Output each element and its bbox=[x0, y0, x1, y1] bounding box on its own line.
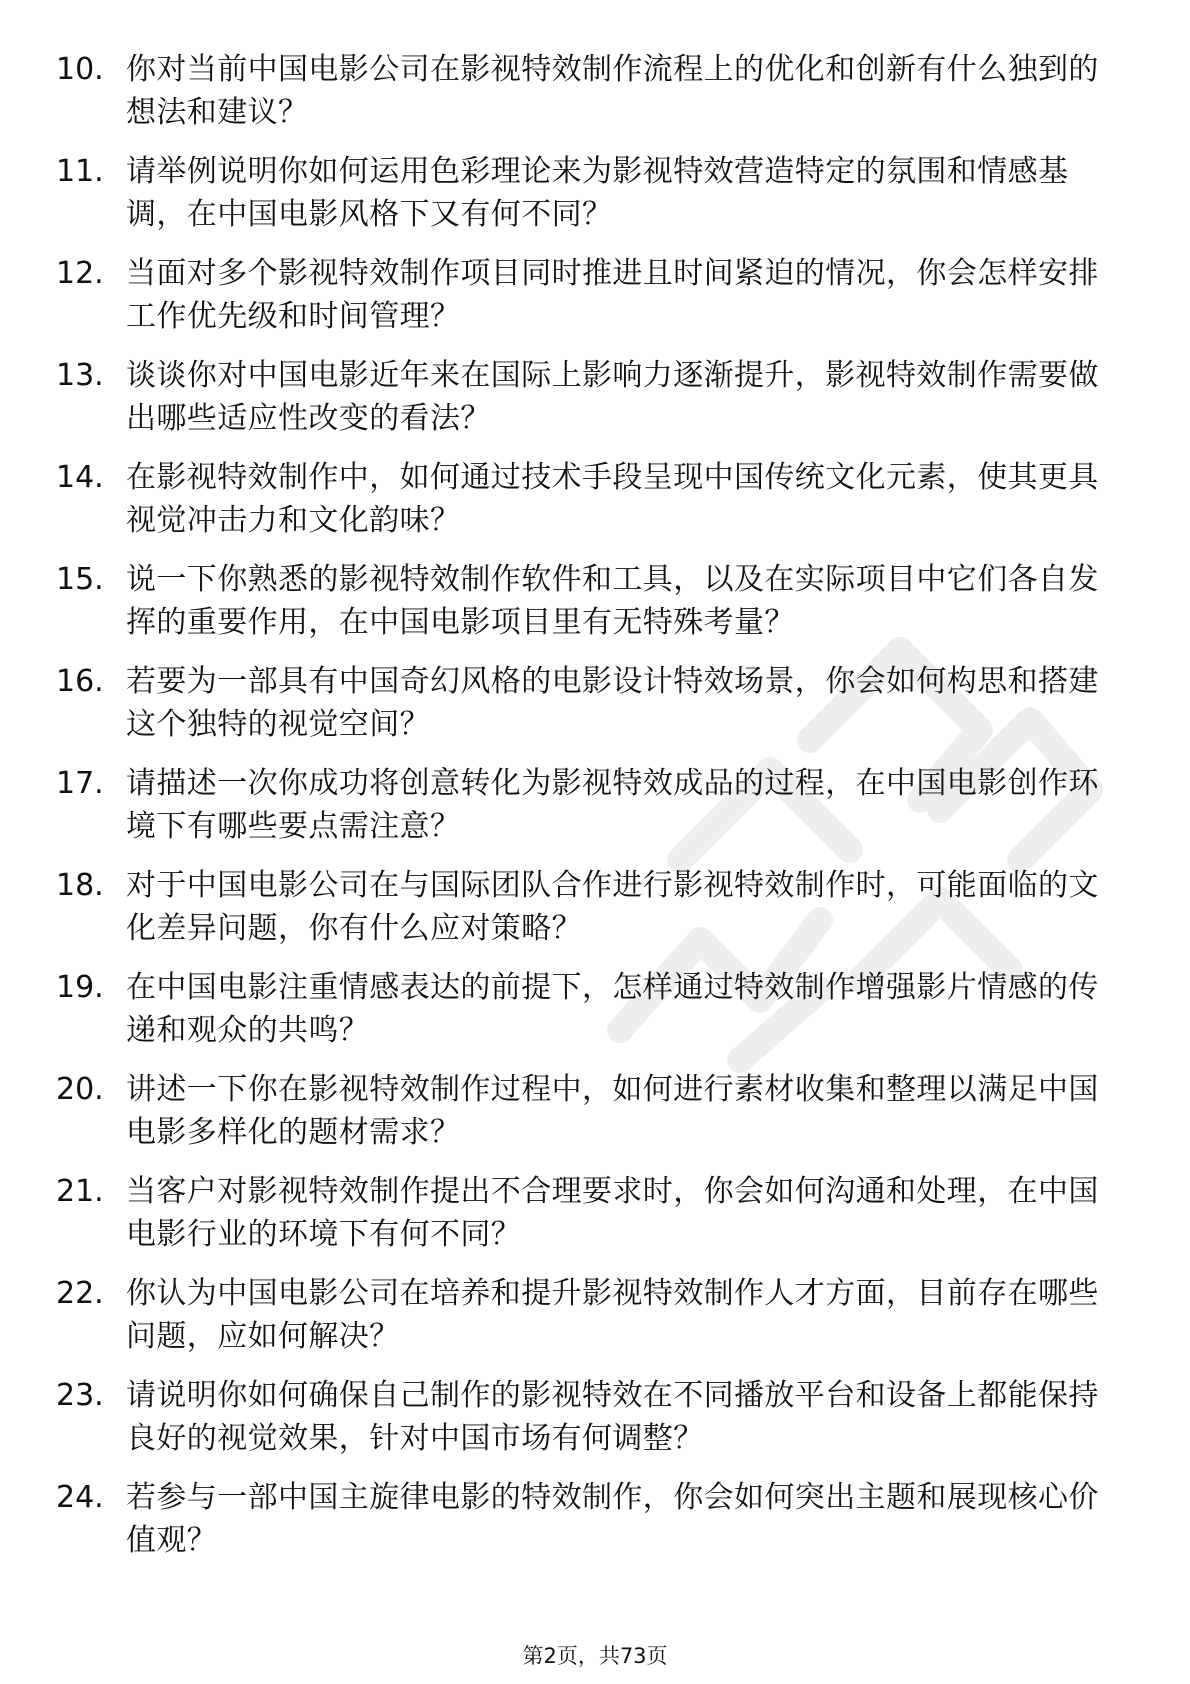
question-text: 请描述一次你成功将创意转化为影视特效成品的过程，在中国电影创作环境下有哪些要点需注意？ bbox=[126, 766, 1099, 844]
question-text: 若要为一部具有中国奇幻风格的电影设计特效场景，你会如何构思和搭建这个独特的视觉空间？ bbox=[126, 664, 1099, 742]
question-item bbox=[56, 252, 1116, 354]
question-item bbox=[56, 1476, 1116, 1578]
question-text: 当客户对影视特效制作提出不合理要求时，你会如何沟通和处理，在中国电影行业的环境下有何不同？ bbox=[126, 1174, 1099, 1252]
question-number: 15. bbox=[56, 562, 104, 597]
question-item bbox=[56, 150, 1116, 252]
question-text: 讲述一下你在影视特效制作过程中，如何进行素材收集和整理以满足中国电影多样化的题材需求？ bbox=[126, 1072, 1099, 1150]
question-number: 22. bbox=[56, 1276, 104, 1311]
question-number: 16. bbox=[56, 664, 104, 699]
question-number: 13. bbox=[56, 358, 104, 393]
question-number: 18. bbox=[56, 868, 104, 903]
question-number: 17. bbox=[56, 766, 104, 801]
question-text: 在影视特效制作中，如何通过技术手段呈现中国传统文化元素，使其更具视觉冲击力和文化韵味？ bbox=[126, 460, 1099, 538]
question-number: 23. bbox=[56, 1378, 104, 1413]
question-text: 请举例说明你如何运用色彩理论来为影视特效营造特定的氛围和情感基调，在中国电影风格下又有何不同？ bbox=[126, 154, 1069, 232]
question-text: 若参与一部中国主旋律电影的特效制作，你会如何突出主题和展现核心价值观？ bbox=[126, 1480, 1099, 1558]
question-item bbox=[56, 1068, 1116, 1170]
question-list bbox=[56, 48, 1116, 1578]
question-item bbox=[56, 864, 1116, 966]
question-number: 14. bbox=[56, 460, 104, 495]
question-item bbox=[56, 456, 1116, 558]
question-text: 你认为中国电影公司在培养和提升影视特效制作人才方面，目前存在哪些问题，应如何解决？ bbox=[126, 1276, 1099, 1354]
question-text: 请说明你如何确保自己制作的影视特效在不同播放平台和设备上都能保持良好的视觉效果，针对中国市场有何调整？ bbox=[126, 1378, 1099, 1456]
question-number: 24. bbox=[56, 1480, 104, 1515]
question-text: 谈谈你对中国电影近年来在国际上影响力逐渐提升，影视特效制作需要做出哪些适应性改变的看法？ bbox=[126, 358, 1099, 436]
question-number: 10. bbox=[56, 52, 104, 87]
question-number: 19. bbox=[56, 970, 104, 1005]
question-item bbox=[56, 558, 1116, 660]
question-number: 12. bbox=[56, 256, 104, 291]
question-item bbox=[56, 762, 1116, 864]
question-number: 20. bbox=[56, 1072, 104, 1107]
page-footer: 第2页，共73页 bbox=[522, 1644, 668, 1668]
question-item bbox=[56, 354, 1116, 456]
question-text: 对于中国电影公司在与国际团队合作进行影视特效制作时，可能面临的文化差异问题，你有什么应对策略？ bbox=[126, 868, 1099, 946]
question-item bbox=[56, 660, 1116, 762]
question-item bbox=[56, 1374, 1116, 1476]
question-number: 11. bbox=[56, 154, 104, 189]
question-item bbox=[56, 966, 1116, 1068]
question-item bbox=[56, 48, 1116, 150]
question-text: 你对当前中国电影公司在影视特效制作流程上的优化和创新有什么独到的想法和建议？ bbox=[126, 52, 1099, 130]
question-number: 21. bbox=[56, 1174, 104, 1209]
question-text: 当面对多个影视特效制作项目同时推进且时间紧迫的情况，你会怎样安排工作优先级和时间管理？ bbox=[126, 256, 1099, 334]
question-text: 说一下你熟悉的影视特效制作软件和工具，以及在实际项目中它们各自发挥的重要作用，在中国电影项目里有无特殊考量？ bbox=[126, 562, 1099, 640]
question-item bbox=[56, 1272, 1116, 1374]
question-item bbox=[56, 1170, 1116, 1272]
question-text: 在中国电影注重情感表达的前提下，怎样通过特效制作增强影片情感的传递和观众的共鸣？ bbox=[126, 970, 1099, 1048]
